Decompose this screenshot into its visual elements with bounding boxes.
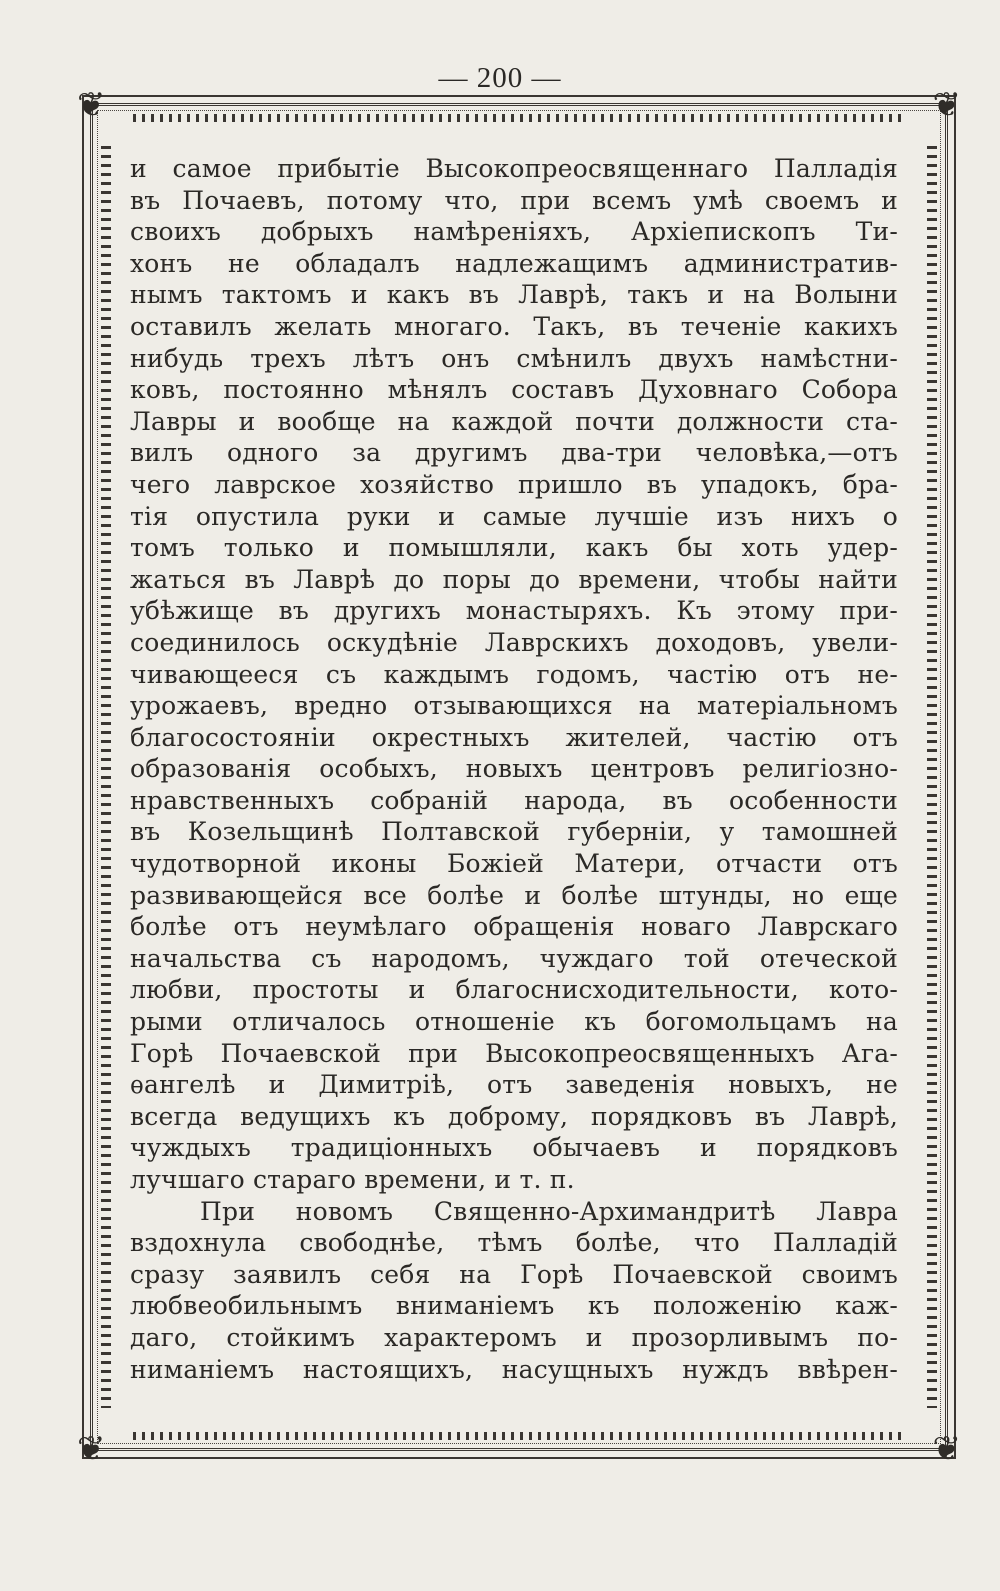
text-line: соединилось оскудѣніе Лаврскихъ доходовъ, увели- bbox=[130, 627, 898, 657]
text-line: нравственныхъ собраній народа, въ особенности bbox=[130, 785, 898, 815]
body-text bbox=[130, 153, 898, 1385]
text-line: благосостояніи окрестныхъ жителей, частію отъ bbox=[130, 722, 898, 752]
page-number: — 200 — bbox=[438, 62, 562, 94]
text-line: любви, простоты и благоснисходительности, кото- bbox=[130, 975, 898, 1005]
text-line: чудотворной иконы Божіей Матери, отчасти отъ bbox=[130, 849, 898, 879]
text-line: чивающееся съ каждымъ годомъ, частію отъ не- bbox=[130, 659, 898, 689]
text-line: вздохнула свободнѣе, тѣмъ болѣе, что Палладій bbox=[130, 1228, 898, 1258]
text-line: ковъ, постоянно мѣнялъ составъ Духовнаго Собора bbox=[130, 375, 898, 405]
text-line: въ Козельщинѣ Полтавской губерніи, у тамошней bbox=[130, 817, 898, 847]
right-border-pattern bbox=[927, 146, 937, 1408]
text-line: рыми отличалось отношеніе къ богомольцамъ на bbox=[130, 1007, 898, 1037]
text-line: чуждыхъ традиціонныхъ обычаевъ и порядковъ bbox=[130, 1133, 898, 1163]
text-line: любвеобильнымъ вниманіемъ къ положенію каж- bbox=[130, 1291, 898, 1321]
bottom-border-pattern bbox=[133, 1432, 905, 1440]
text-line: даго, стойкимъ характеромъ и прозорливымъ по- bbox=[130, 1322, 898, 1352]
text-line: нымъ тактомъ и какъ въ Лаврѣ, такъ и на Волыни bbox=[130, 280, 898, 310]
corner-ornament-icon: ❦ bbox=[77, 1429, 106, 1469]
text-line: и самое прибытіе Высокопреосвященнаго Палладія bbox=[130, 154, 898, 183]
text-line: ниманіемъ настоящихъ, насущныхъ нуждъ ввѣрен- bbox=[130, 1354, 898, 1384]
text-line: своихъ добрыхъ намѣреніяхъ, Архіепископъ Ти- bbox=[130, 217, 898, 247]
corner-ornament-icon: ❦ bbox=[932, 85, 961, 125]
text-line: чего лаврское хозяйство пришло въ упадокъ, бра- bbox=[130, 469, 898, 499]
text-line: лучшаго стараго времени, и т. п. bbox=[130, 1165, 575, 1194]
text-line: При новомъ Священно-Архимандритѣ Лавра bbox=[200, 1196, 898, 1226]
text-line: хонъ не обладалъ надлежащимъ административ- bbox=[130, 248, 898, 278]
text-line: оставилъ желать многаго. Такъ, въ теченіе какихъ bbox=[130, 311, 898, 341]
text-line: нибудь трехъ лѣтъ онъ смѣнилъ двухъ намѣстни- bbox=[130, 343, 898, 373]
text-line: развивающейся все болѣе и болѣе штунды, но еще bbox=[130, 880, 898, 910]
text-line: сразу заявилъ себя на Горѣ Почаевской своимъ bbox=[130, 1259, 898, 1289]
text-line: въ Почаевъ, потому что, при всемъ умѣ своемъ и bbox=[130, 185, 898, 215]
text-line: жаться въ Лаврѣ до поры до времени, чтобы найти bbox=[130, 564, 898, 594]
text-line: болѣе отъ неумѣлаго обращенія новаго Лаврскаго bbox=[130, 912, 898, 942]
text-line: образованія особыхъ, новыхъ центровъ религіозно- bbox=[130, 754, 898, 784]
text-line: Горѣ Почаевской при Высокопреосвященныхъ Ага- bbox=[130, 1038, 898, 1068]
text-line: тія опустила руки и самые лучшіе изъ нихъ о bbox=[130, 501, 898, 531]
text-line: всегда ведущихъ къ доброму, порядковъ въ Лаврѣ, bbox=[130, 1101, 898, 1131]
text-line: урожаевъ, вредно отзывающихся на матеріальномъ bbox=[130, 691, 898, 721]
text-line: Лавры и вообще на каждой почти должности ста- bbox=[130, 406, 898, 436]
corner-ornament-icon: ❦ bbox=[932, 1429, 961, 1469]
corner-ornament-icon: ❦ bbox=[77, 85, 106, 125]
top-border-pattern bbox=[133, 114, 905, 122]
text-line: ѳангелѣ и Димитріѣ, отъ заведенія новыхъ, не bbox=[130, 1070, 898, 1100]
left-border-pattern bbox=[101, 146, 111, 1408]
text-line: убѣжище въ другихъ монастыряхъ. Къ этому при- bbox=[130, 596, 898, 626]
text-line: томъ только и помышляли, какъ бы хоть удер- bbox=[130, 533, 898, 563]
text-line: начальства съ народомъ, чуждаго той отеческой bbox=[130, 943, 898, 973]
text-line: вилъ одного за другимъ два-три человѣка,—отъ bbox=[130, 438, 898, 468]
